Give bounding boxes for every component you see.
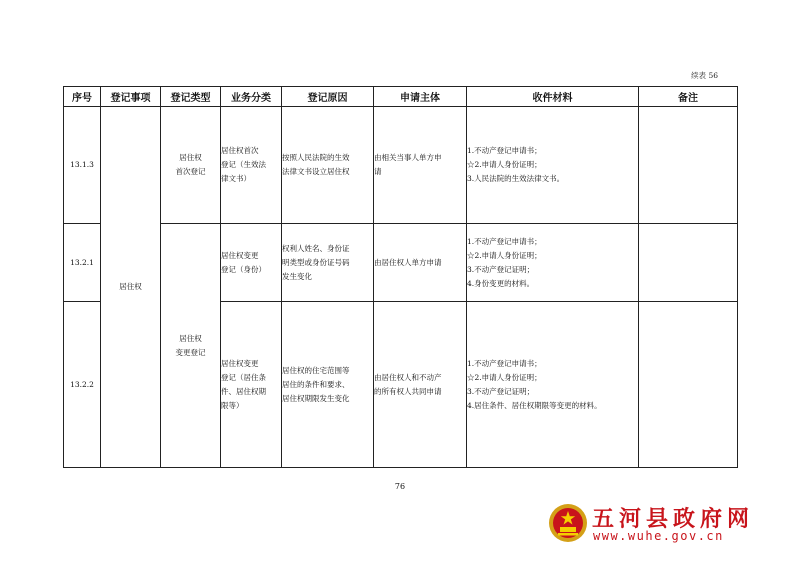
reason-cell: 按照人民法院的生效 法律文书设立居住权 <box>282 107 374 224</box>
row-number: 13.2.1 <box>64 224 101 302</box>
materials-cell: 1.不动产登记申请书； ☆2.申请人身份证明； 3.人民法院的生效法律文书。 <box>467 107 639 224</box>
applicant-cell: 由居住权人和不动产 的所有权人共同申请 <box>374 302 467 468</box>
header-reason: 登记原因 <box>282 87 374 107</box>
page-number: 76 <box>394 482 406 491</box>
category-cell: 居住权变更 登记（居住条 件、居住权期 限等） <box>221 302 282 468</box>
header-seq: 序号 <box>64 87 101 107</box>
table-row <box>64 107 738 224</box>
row-number: 13.2.2 <box>64 302 101 468</box>
materials-cell: 1.不动产登记申请书； ☆2.申请人身份证明； 3.不动产登记证明； 4.身份变更的材料。 <box>467 224 639 302</box>
category-cell: 居住权首次 登记（生效法 律文书） <box>221 107 282 224</box>
table-row <box>64 224 738 302</box>
reg-type-change: 居住权 变更登记 <box>161 224 221 468</box>
registration-item-cell: 居住权 <box>101 107 161 468</box>
header-materials: 收件材料 <box>467 87 639 107</box>
header-category: 业务分类 <box>221 87 282 107</box>
site-url-watermark: www.wuhe.gov.cn <box>593 529 724 543</box>
reg-type-first: 居住权 首次登记 <box>161 107 221 224</box>
header-applicant: 申请主体 <box>374 87 467 107</box>
continued-table-label: 续表 56 <box>691 71 718 80</box>
remarks-cell <box>639 107 738 224</box>
header-type: 登记类型 <box>161 87 221 107</box>
remarks-cell <box>639 302 738 468</box>
applicant-cell: 由相关当事人单方申 请 <box>374 107 467 224</box>
header-remarks: 备注 <box>639 87 738 107</box>
national-emblem-icon <box>548 503 588 543</box>
category-cell: 居住权变更 登记（身份） <box>221 224 282 302</box>
reason-cell: 居住权的住宅范围等 居住的条件和要求、 居住权期限发生变化 <box>282 302 374 468</box>
registration-table <box>63 86 738 468</box>
row-number: 13.1.3 <box>64 107 101 224</box>
table-header-row <box>64 87 738 107</box>
header-item: 登记事项 <box>101 87 161 107</box>
site-name-watermark: 五河县政府网 <box>592 507 755 532</box>
remarks-cell <box>639 224 738 302</box>
materials-cell: 1.不动产登记申请书； ☆2.申请人身份证明； 3.不动产登记证明； 4.居住条件、居住权期限等变更的材料。 <box>467 302 639 468</box>
reason-cell: 权利人姓名、身份证 明类型或身份证号码 发生变化 <box>282 224 374 302</box>
applicant-cell: 由居住权人单方申请 <box>374 224 467 302</box>
